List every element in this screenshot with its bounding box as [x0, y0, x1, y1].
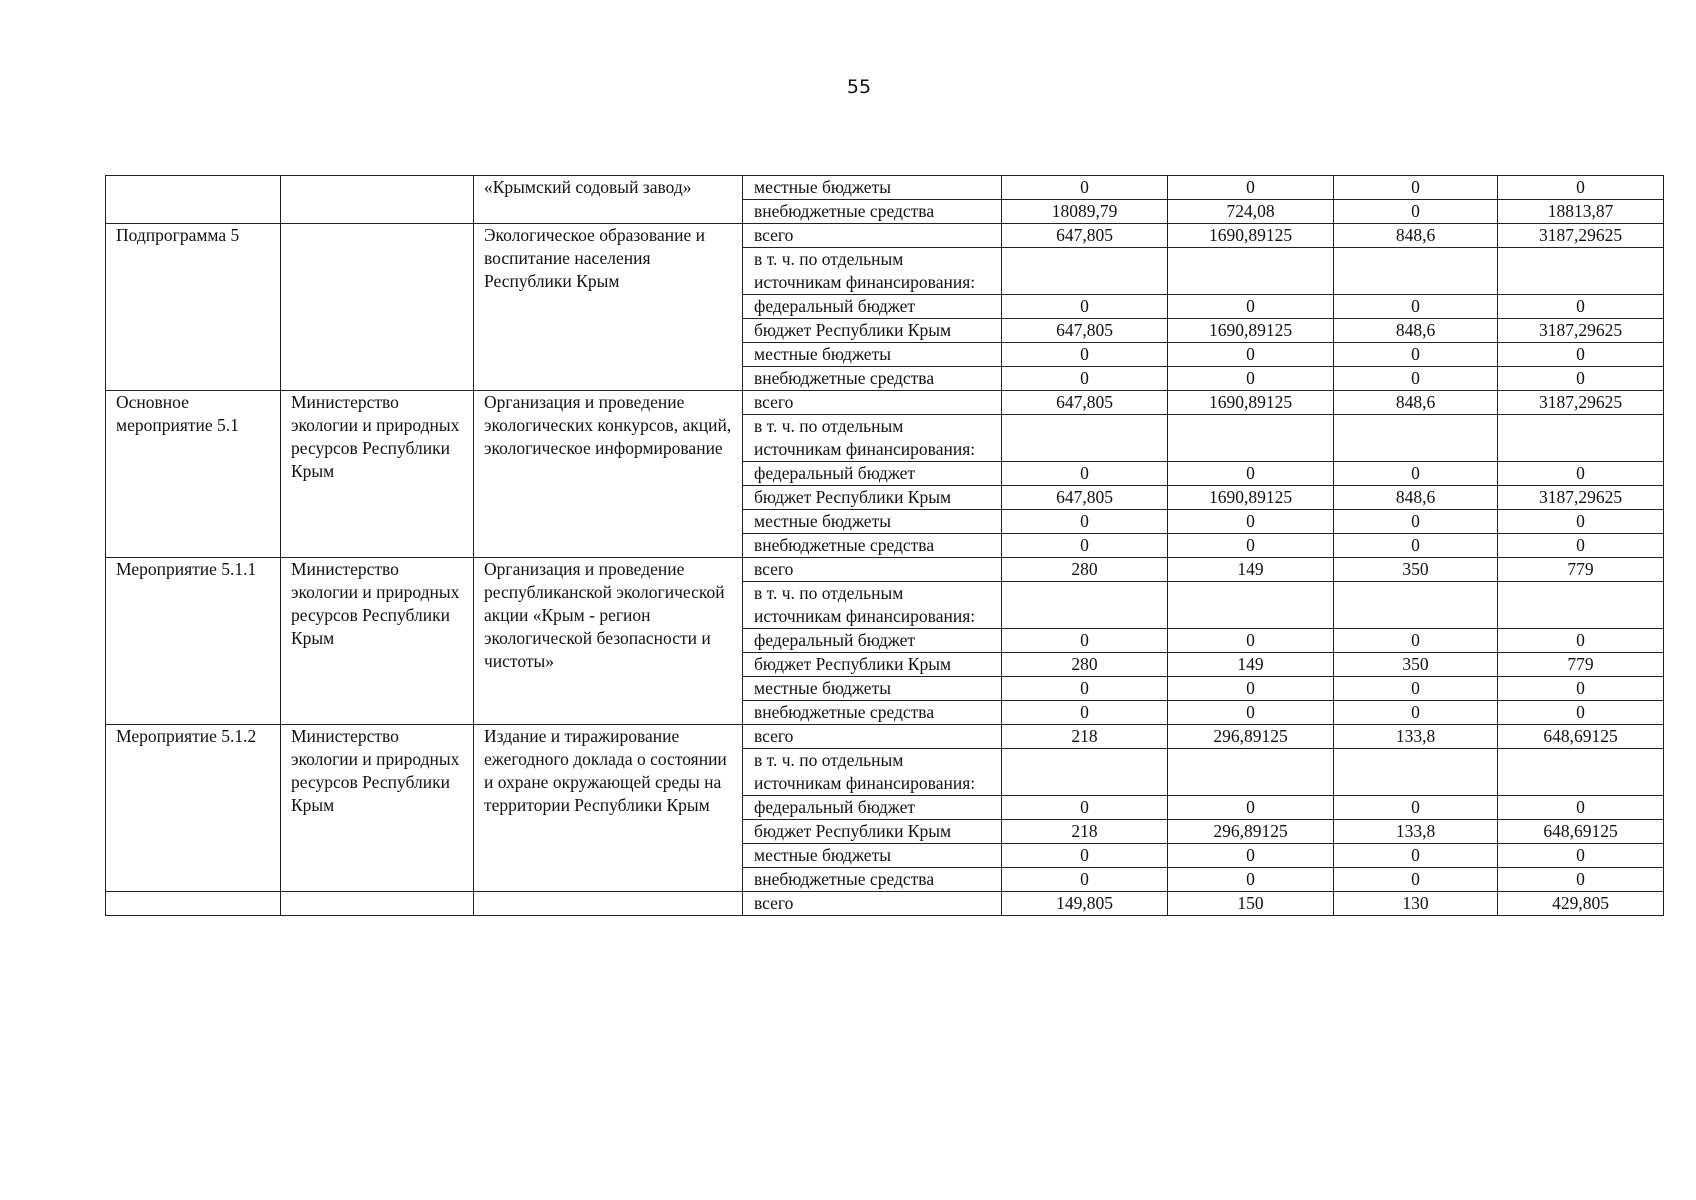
funding-source-cell: бюджет Республики Крым	[743, 820, 1002, 844]
amount-cell-total: 3187,29625	[1498, 486, 1664, 510]
amount-cell-v2021: 0	[1334, 629, 1498, 653]
amount-cell-v2019	[1002, 415, 1168, 462]
amount-cell-v2021: 0	[1334, 367, 1498, 391]
executor-cell	[281, 224, 474, 391]
amount-cell-total	[1498, 582, 1664, 629]
amount-cell-v2020: 1690,89125	[1168, 319, 1334, 343]
amount-cell-v2020: 0	[1168, 534, 1334, 558]
funding-source-cell: в т. ч. по отдельным источникам финансирования:	[743, 582, 1002, 629]
measure-name-cell: «Крымский содовый завод»	[474, 176, 743, 224]
budget-table-body	[106, 176, 1664, 916]
amount-cell-total: 0	[1498, 868, 1664, 892]
amount-cell-total: 0	[1498, 343, 1664, 367]
amount-cell-v2020: 0	[1168, 629, 1334, 653]
amount-cell-v2019: 280	[1002, 558, 1168, 582]
amount-cell-v2019: 0	[1002, 534, 1168, 558]
amount-cell-total: 0	[1498, 176, 1664, 200]
amount-cell-v2020: 0	[1168, 868, 1334, 892]
amount-cell-v2020	[1168, 582, 1334, 629]
amount-cell-v2019: 0	[1002, 868, 1168, 892]
amount-cell-v2021: 0	[1334, 701, 1498, 725]
amount-cell-v2020: 0	[1168, 343, 1334, 367]
amount-cell-v2021: 0	[1334, 462, 1498, 486]
amount-cell-v2020: 296,89125	[1168, 725, 1334, 749]
page-number: 55	[846, 76, 872, 98]
measure-name-cell: Экологическое образование и воспитание населения Республики Крым	[474, 224, 743, 391]
amount-cell-total: 0	[1498, 367, 1664, 391]
funding-source-cell: всего	[743, 892, 1002, 916]
amount-cell-v2019: 0	[1002, 629, 1168, 653]
amount-cell-v2021: 848,6	[1334, 224, 1498, 248]
amount-cell-v2020: 149	[1168, 653, 1334, 677]
funding-source-cell: федеральный бюджет	[743, 629, 1002, 653]
amount-cell-v2021: 848,6	[1334, 486, 1498, 510]
measure-name-cell: Организация и проведение республиканской экологической акции «Крым - регион экологической безопасности и чистоты»	[474, 558, 743, 725]
amount-cell-v2020: 150	[1168, 892, 1334, 916]
amount-cell-v2020: 0	[1168, 462, 1334, 486]
amount-cell-v2019: 0	[1002, 677, 1168, 701]
amount-cell-v2020	[1168, 248, 1334, 295]
amount-cell-v2021: 350	[1334, 558, 1498, 582]
amount-cell-v2020: 724,08	[1168, 200, 1334, 224]
table-row	[106, 558, 1664, 582]
amount-cell-v2019: 647,805	[1002, 224, 1168, 248]
funding-source-cell: местные бюджеты	[743, 343, 1002, 367]
amount-cell-total: 429,805	[1498, 892, 1664, 916]
amount-cell-v2019: 0	[1002, 176, 1168, 200]
amount-cell-v2020: 0	[1168, 677, 1334, 701]
amount-cell-total: 779	[1498, 653, 1664, 677]
executor-cell: Министерство экологии и природных ресурсов Республики Крым	[281, 391, 474, 558]
funding-source-cell: бюджет Республики Крым	[743, 486, 1002, 510]
amount-cell-v2020: 149	[1168, 558, 1334, 582]
status-cell: Мероприятие 5.1.1	[106, 558, 281, 725]
amount-cell-v2021: 133,8	[1334, 725, 1498, 749]
amount-cell-v2021	[1334, 582, 1498, 629]
funding-source-cell: в т. ч. по отдельным источникам финансирования:	[743, 749, 1002, 796]
amount-cell-v2019: 0	[1002, 295, 1168, 319]
amount-cell-v2021: 350	[1334, 653, 1498, 677]
status-cell: Основное мероприятие 5.1	[106, 391, 281, 558]
amount-cell-v2019: 280	[1002, 653, 1168, 677]
amount-cell-v2019: 647,805	[1002, 391, 1168, 415]
amount-cell-v2021: 0	[1334, 796, 1498, 820]
amount-cell-total: 3187,29625	[1498, 224, 1664, 248]
funding-source-cell: в т. ч. по отдельным источникам финансирования:	[743, 248, 1002, 295]
amount-cell-total: 0	[1498, 462, 1664, 486]
measure-name-cell	[474, 892, 743, 916]
funding-source-cell: внебюджетные средства	[743, 868, 1002, 892]
measure-name-cell: Организация и проведение экологических конкурсов, акций, экологическое информирование	[474, 391, 743, 558]
amount-cell-total: 0	[1498, 796, 1664, 820]
amount-cell-v2019: 18089,79	[1002, 200, 1168, 224]
funding-source-cell: федеральный бюджет	[743, 295, 1002, 319]
amount-cell-total: 18813,87	[1498, 200, 1664, 224]
funding-source-cell: местные бюджеты	[743, 677, 1002, 701]
table-row	[106, 391, 1664, 415]
amount-cell-v2020: 0	[1168, 701, 1334, 725]
funding-source-cell: федеральный бюджет	[743, 796, 1002, 820]
amount-cell-total: 3187,29625	[1498, 391, 1664, 415]
funding-source-cell: внебюджетные средства	[743, 701, 1002, 725]
amount-cell-v2020	[1168, 749, 1334, 796]
amount-cell-v2021: 130	[1334, 892, 1498, 916]
table-row	[106, 892, 1664, 916]
amount-cell-v2021: 0	[1334, 844, 1498, 868]
funding-source-cell: внебюджетные средства	[743, 367, 1002, 391]
funding-source-cell: федеральный бюджет	[743, 462, 1002, 486]
amount-cell-v2019	[1002, 248, 1168, 295]
budget-table	[105, 175, 1664, 916]
amount-cell-v2020: 0	[1168, 796, 1334, 820]
amount-cell-v2021: 0	[1334, 295, 1498, 319]
executor-cell	[281, 176, 474, 224]
amount-cell-v2020: 0	[1168, 367, 1334, 391]
amount-cell-total: 0	[1498, 701, 1664, 725]
amount-cell-total: 0	[1498, 534, 1664, 558]
funding-source-cell: всего	[743, 725, 1002, 749]
funding-source-cell: местные бюджеты	[743, 176, 1002, 200]
amount-cell-total: 0	[1498, 295, 1664, 319]
amount-cell-total	[1498, 248, 1664, 295]
executor-cell: Министерство экологии и природных ресурсов Республики Крым	[281, 725, 474, 892]
amount-cell-v2021: 0	[1334, 534, 1498, 558]
amount-cell-v2019: 0	[1002, 510, 1168, 534]
amount-cell-v2019: 218	[1002, 820, 1168, 844]
amount-cell-v2021: 0	[1334, 343, 1498, 367]
funding-source-cell: внебюджетные средства	[743, 200, 1002, 224]
amount-cell-v2019: 218	[1002, 725, 1168, 749]
amount-cell-total: 0	[1498, 510, 1664, 534]
executor-cell: Министерство экологии и природных ресурсов Республики Крым	[281, 558, 474, 725]
amount-cell-v2019: 0	[1002, 343, 1168, 367]
amount-cell-v2019: 0	[1002, 701, 1168, 725]
measure-name-cell: Издание и тиражирование ежегодного доклада о состоянии и охране окружающей среды на территории Республики Крым	[474, 725, 743, 892]
funding-source-cell: всего	[743, 558, 1002, 582]
status-cell	[106, 176, 281, 224]
amount-cell-v2021: 0	[1334, 510, 1498, 534]
amount-cell-v2021: 0	[1334, 176, 1498, 200]
funding-source-cell: местные бюджеты	[743, 510, 1002, 534]
amount-cell-v2021	[1334, 248, 1498, 295]
amount-cell-v2019: 647,805	[1002, 486, 1168, 510]
amount-cell-v2020: 1690,89125	[1168, 486, 1334, 510]
amount-cell-v2021: 0	[1334, 868, 1498, 892]
executor-cell	[281, 892, 474, 916]
amount-cell-v2019: 0	[1002, 844, 1168, 868]
amount-cell-v2019	[1002, 749, 1168, 796]
funding-source-cell: местные бюджеты	[743, 844, 1002, 868]
amount-cell-v2019: 0	[1002, 367, 1168, 391]
amount-cell-total: 648,69125	[1498, 820, 1664, 844]
amount-cell-v2021: 0	[1334, 677, 1498, 701]
table-row	[106, 176, 1664, 200]
funding-source-cell: внебюджетные средства	[743, 534, 1002, 558]
amount-cell-v2020: 296,89125	[1168, 820, 1334, 844]
amount-cell-v2019: 149,805	[1002, 892, 1168, 916]
amount-cell-v2020: 0	[1168, 176, 1334, 200]
amount-cell-v2021	[1334, 749, 1498, 796]
amount-cell-v2019: 0	[1002, 462, 1168, 486]
amount-cell-v2021: 133,8	[1334, 820, 1498, 844]
amount-cell-v2020: 0	[1168, 510, 1334, 534]
amount-cell-v2021: 848,6	[1334, 391, 1498, 415]
funding-source-cell: в т. ч. по отдельным источникам финансирования:	[743, 415, 1002, 462]
status-cell: Подпрограмма 5	[106, 224, 281, 391]
amount-cell-v2020: 1690,89125	[1168, 224, 1334, 248]
funding-source-cell: всего	[743, 224, 1002, 248]
amount-cell-v2019: 647,805	[1002, 319, 1168, 343]
amount-cell-total: 0	[1498, 844, 1664, 868]
amount-cell-v2021: 848,6	[1334, 319, 1498, 343]
amount-cell-total: 648,69125	[1498, 725, 1664, 749]
funding-source-cell: всего	[743, 391, 1002, 415]
amount-cell-total: 779	[1498, 558, 1664, 582]
status-cell	[106, 892, 281, 916]
amount-cell-v2020: 0	[1168, 844, 1334, 868]
status-cell: Мероприятие 5.1.2	[106, 725, 281, 892]
amount-cell-v2019: 0	[1002, 796, 1168, 820]
amount-cell-v2020: 0	[1168, 295, 1334, 319]
amount-cell-total: 0	[1498, 677, 1664, 701]
amount-cell-v2019	[1002, 582, 1168, 629]
amount-cell-total: 3187,29625	[1498, 319, 1664, 343]
funding-source-cell: бюджет Республики Крым	[743, 653, 1002, 677]
amount-cell-total	[1498, 749, 1664, 796]
amount-cell-v2020	[1168, 415, 1334, 462]
amount-cell-v2021: 0	[1334, 200, 1498, 224]
amount-cell-total: 0	[1498, 629, 1664, 653]
funding-source-cell: бюджет Республики Крым	[743, 319, 1002, 343]
amount-cell-v2021	[1334, 415, 1498, 462]
table-row	[106, 224, 1664, 248]
amount-cell-v2020: 1690,89125	[1168, 391, 1334, 415]
amount-cell-total	[1498, 415, 1664, 462]
table-row	[106, 725, 1664, 749]
